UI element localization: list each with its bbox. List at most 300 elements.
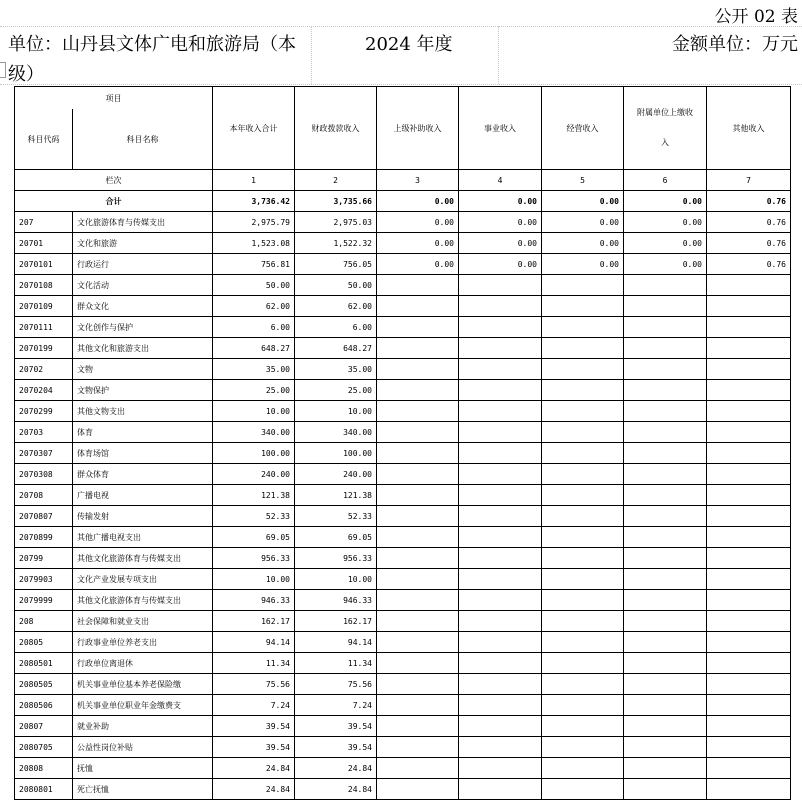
amount-cell bbox=[377, 443, 459, 464]
subject-name: 行政单位离退休 bbox=[73, 653, 213, 674]
subject-name: 行政运行 bbox=[73, 254, 213, 275]
report-year: 2024 年度 bbox=[365, 34, 453, 55]
amount-cell bbox=[707, 338, 791, 359]
subject-name: 机关事业单位基本养老保险缴 bbox=[73, 674, 213, 695]
total-cell: 0.00 bbox=[542, 191, 624, 212]
subject-name: 其他广播电视支出 bbox=[73, 527, 213, 548]
amount-cell: 0.00 bbox=[459, 212, 542, 233]
amount-cell bbox=[542, 611, 624, 632]
table-row bbox=[15, 443, 791, 464]
amount-cell bbox=[542, 485, 624, 506]
subject-name: 其他文化旅游体育与传媒支出 bbox=[73, 548, 213, 569]
subject-name: 就业补助 bbox=[73, 716, 213, 737]
amount-cell bbox=[624, 464, 707, 485]
amount-cell bbox=[459, 443, 542, 464]
amount-cell bbox=[459, 464, 542, 485]
subject-code: 2070108 bbox=[15, 275, 73, 296]
amount-cell: 39.54 bbox=[295, 737, 377, 758]
total-label: 合计 bbox=[15, 191, 213, 212]
amount-cell: 756.05 bbox=[295, 254, 377, 275]
subject-name: 文化活动 bbox=[73, 275, 213, 296]
col-header-operating: 经营收入 bbox=[542, 87, 624, 170]
amount-cell bbox=[459, 695, 542, 716]
amount-cell: 0.00 bbox=[624, 233, 707, 254]
amount-cell: 2,975.79 bbox=[213, 212, 295, 233]
table-row bbox=[15, 485, 791, 506]
subject-name: 行政事业单位养老支出 bbox=[73, 632, 213, 653]
subject-name: 抚恤 bbox=[73, 758, 213, 779]
amount-cell bbox=[377, 401, 459, 422]
amount-cell: 0.76 bbox=[707, 212, 791, 233]
order-label: 栏次 bbox=[15, 170, 213, 191]
amount-cell bbox=[624, 275, 707, 296]
table-row bbox=[15, 653, 791, 674]
amount-cell bbox=[624, 380, 707, 401]
subject-code: 20703 bbox=[15, 422, 73, 443]
col-header-fiscal: 财政拨款收入 bbox=[295, 87, 377, 170]
amount-cell bbox=[542, 590, 624, 611]
table-row bbox=[15, 695, 791, 716]
subject-code: 2080505 bbox=[15, 674, 73, 695]
amount-cell: 10.00 bbox=[295, 401, 377, 422]
amount-cell: 1,522.32 bbox=[295, 233, 377, 254]
amount-cell: 25.00 bbox=[295, 380, 377, 401]
amount-cell: 6.00 bbox=[295, 317, 377, 338]
amount-cell bbox=[542, 359, 624, 380]
table-row bbox=[15, 527, 791, 548]
amount-cell bbox=[377, 485, 459, 506]
amount-cell: 62.00 bbox=[213, 296, 295, 317]
amount-cell bbox=[542, 674, 624, 695]
amount-cell: 39.54 bbox=[213, 737, 295, 758]
amount-cell bbox=[377, 590, 459, 611]
amount-cell bbox=[542, 653, 624, 674]
subject-code: 2070101 bbox=[15, 254, 73, 275]
amount-cell bbox=[542, 716, 624, 737]
subject-name: 文物 bbox=[73, 359, 213, 380]
amount-cell bbox=[624, 506, 707, 527]
table-row bbox=[15, 380, 791, 401]
amount-cell: 121.38 bbox=[295, 485, 377, 506]
amount-cell bbox=[707, 422, 791, 443]
amount-cell: 340.00 bbox=[295, 422, 377, 443]
subject-name: 文物保护 bbox=[73, 380, 213, 401]
amount-cell bbox=[542, 464, 624, 485]
amount-cell bbox=[542, 695, 624, 716]
subject-name: 其他文化和旅游支出 bbox=[73, 338, 213, 359]
amount-cell bbox=[377, 527, 459, 548]
subject-name: 文化创作与保护 bbox=[73, 317, 213, 338]
amount-cell bbox=[377, 422, 459, 443]
amount-cell bbox=[624, 590, 707, 611]
subject-code: 20808 bbox=[15, 758, 73, 779]
subject-name: 群众文化 bbox=[73, 296, 213, 317]
amount-cell bbox=[707, 569, 791, 590]
subject-code: 208 bbox=[15, 611, 73, 632]
amount-cell bbox=[542, 527, 624, 548]
amount-cell: 648.27 bbox=[295, 338, 377, 359]
amount-cell bbox=[542, 338, 624, 359]
table-row bbox=[15, 632, 791, 653]
subject-code: 2070299 bbox=[15, 401, 73, 422]
col-header-code: 科目代码 bbox=[15, 109, 73, 170]
amount-cell: 7.24 bbox=[213, 695, 295, 716]
amount-cell bbox=[707, 695, 791, 716]
amount-cell bbox=[624, 338, 707, 359]
amount-cell bbox=[707, 548, 791, 569]
amount-cell: 94.14 bbox=[295, 632, 377, 653]
order-cell: 2 bbox=[295, 170, 377, 191]
income-table bbox=[14, 86, 791, 800]
amount-cell bbox=[624, 758, 707, 779]
amount-cell: 62.00 bbox=[295, 296, 377, 317]
amount-cell bbox=[707, 275, 791, 296]
amount-cell: 11.34 bbox=[213, 653, 295, 674]
subject-code: 20799 bbox=[15, 548, 73, 569]
amount-cell: 946.33 bbox=[295, 590, 377, 611]
amount-cell bbox=[707, 485, 791, 506]
amount-cell: 0.00 bbox=[624, 254, 707, 275]
order-cell: 7 bbox=[707, 170, 791, 191]
amount-cell: 69.05 bbox=[213, 527, 295, 548]
amount-cell: 24.84 bbox=[295, 758, 377, 779]
subject-code: 2070109 bbox=[15, 296, 73, 317]
amount-cell bbox=[624, 779, 707, 800]
amount-cell bbox=[459, 380, 542, 401]
subject-name: 死亡抚恤 bbox=[73, 779, 213, 800]
amount-cell bbox=[624, 359, 707, 380]
subject-name: 其他文物支出 bbox=[73, 401, 213, 422]
col-header-business: 事业收入 bbox=[459, 87, 542, 170]
table-row bbox=[15, 569, 791, 590]
amount-cell bbox=[542, 380, 624, 401]
amount-cell bbox=[459, 758, 542, 779]
amount-cell bbox=[707, 758, 791, 779]
total-cell: 3,735.66 bbox=[295, 191, 377, 212]
amount-cell bbox=[459, 590, 542, 611]
amount-cell: 52.33 bbox=[213, 506, 295, 527]
amount-cell bbox=[707, 380, 791, 401]
subject-code: 2070111 bbox=[15, 317, 73, 338]
amount-cell bbox=[377, 296, 459, 317]
subject-code: 2079999 bbox=[15, 590, 73, 611]
subject-code: 2070307 bbox=[15, 443, 73, 464]
cell-marker bbox=[0, 62, 6, 78]
amount-cell bbox=[707, 674, 791, 695]
amount-cell: 100.00 bbox=[295, 443, 377, 464]
amount-cell bbox=[459, 317, 542, 338]
table-row bbox=[15, 317, 791, 338]
col-header-name: 科目名称 bbox=[73, 109, 213, 170]
amount-cell bbox=[377, 548, 459, 569]
amount-cell bbox=[624, 716, 707, 737]
amount-cell: 25.00 bbox=[213, 380, 295, 401]
amount-cell: 240.00 bbox=[213, 464, 295, 485]
subject-code: 20805 bbox=[15, 632, 73, 653]
sheet-gridline bbox=[498, 26, 499, 84]
amount-cell bbox=[542, 779, 624, 800]
amount-cell bbox=[707, 779, 791, 800]
amount-cell bbox=[459, 527, 542, 548]
amount-cell bbox=[542, 401, 624, 422]
amount-cell: 240.00 bbox=[295, 464, 377, 485]
amount-cell bbox=[459, 296, 542, 317]
amount-cell: 0.00 bbox=[542, 212, 624, 233]
amount-cell bbox=[707, 716, 791, 737]
amount-cell bbox=[377, 569, 459, 590]
amount-cell bbox=[459, 485, 542, 506]
subject-code: 20807 bbox=[15, 716, 73, 737]
subject-name: 群众体育 bbox=[73, 464, 213, 485]
amount-cell: 648.27 bbox=[213, 338, 295, 359]
amount-cell bbox=[707, 527, 791, 548]
amount-cell: 7.24 bbox=[295, 695, 377, 716]
amount-cell bbox=[542, 737, 624, 758]
amount-cell: 24.84 bbox=[213, 779, 295, 800]
subject-name: 文化旅游体育与传媒支出 bbox=[73, 212, 213, 233]
amount-cell: 39.54 bbox=[213, 716, 295, 737]
subject-name: 文化和旅游 bbox=[73, 233, 213, 254]
amount-cell bbox=[459, 569, 542, 590]
amount-cell: 1,523.08 bbox=[213, 233, 295, 254]
amount-cell bbox=[624, 737, 707, 758]
subject-name: 体育 bbox=[73, 422, 213, 443]
report-header bbox=[0, 0, 802, 86]
table-row bbox=[15, 296, 791, 317]
amount-cell bbox=[377, 758, 459, 779]
sheet-gridline bbox=[0, 84, 802, 85]
amount-cell: 0.00 bbox=[542, 233, 624, 254]
subject-name: 体育场馆 bbox=[73, 443, 213, 464]
amount-cell bbox=[459, 779, 542, 800]
subject-code: 20708 bbox=[15, 485, 73, 506]
subject-code: 2070199 bbox=[15, 338, 73, 359]
amount-cell bbox=[624, 422, 707, 443]
col-header-item: 项目 bbox=[15, 87, 213, 110]
form-number: 公开 02 表 bbox=[714, 7, 798, 27]
amount-cell: 24.84 bbox=[295, 779, 377, 800]
amount-cell bbox=[377, 464, 459, 485]
amount-cell: 0.00 bbox=[459, 233, 542, 254]
amount-cell bbox=[707, 737, 791, 758]
amount-cell bbox=[624, 317, 707, 338]
amount-cell: 756.81 bbox=[213, 254, 295, 275]
amount-cell: 100.00 bbox=[213, 443, 295, 464]
subject-code: 207 bbox=[15, 212, 73, 233]
amount-cell bbox=[624, 296, 707, 317]
table-row bbox=[15, 716, 791, 737]
subject-code: 2080506 bbox=[15, 695, 73, 716]
amount-cell bbox=[377, 632, 459, 653]
amount-cell bbox=[377, 359, 459, 380]
sheet-gridline bbox=[311, 26, 312, 84]
table-row bbox=[15, 275, 791, 296]
amount-cell: 11.34 bbox=[295, 653, 377, 674]
amount-cell: 946.33 bbox=[213, 590, 295, 611]
amount-cell: 162.17 bbox=[213, 611, 295, 632]
amount-cell bbox=[707, 401, 791, 422]
amount-cell bbox=[707, 317, 791, 338]
amount-cell bbox=[624, 527, 707, 548]
amount-cell bbox=[707, 590, 791, 611]
amount-cell bbox=[624, 443, 707, 464]
amount-cell: 69.05 bbox=[295, 527, 377, 548]
amount-cell: 94.14 bbox=[213, 632, 295, 653]
table-row bbox=[15, 779, 791, 800]
order-cell: 4 bbox=[459, 170, 542, 191]
subject-name: 传输发射 bbox=[73, 506, 213, 527]
amount-cell: 75.56 bbox=[295, 674, 377, 695]
amount-cell bbox=[377, 674, 459, 695]
amount-cell bbox=[624, 548, 707, 569]
col-header-superior: 上级补助收入 bbox=[377, 87, 459, 170]
amount-cell bbox=[377, 695, 459, 716]
amount-cell bbox=[542, 758, 624, 779]
amount-cell bbox=[459, 401, 542, 422]
amount-cell: 6.00 bbox=[213, 317, 295, 338]
amount-cell bbox=[377, 737, 459, 758]
subject-name: 机关事业单位职业年金缴费支 bbox=[73, 695, 213, 716]
table-row bbox=[15, 401, 791, 422]
table-row bbox=[15, 548, 791, 569]
amount-cell bbox=[459, 674, 542, 695]
subject-code: 2079903 bbox=[15, 569, 73, 590]
amount-cell bbox=[459, 548, 542, 569]
amount-cell: 0.76 bbox=[707, 254, 791, 275]
total-cell: 0.00 bbox=[377, 191, 459, 212]
amount-cell bbox=[377, 611, 459, 632]
amount-cell bbox=[542, 317, 624, 338]
subject-name: 公益性岗位补贴 bbox=[73, 737, 213, 758]
amount-cell bbox=[459, 338, 542, 359]
order-cell: 6 bbox=[624, 170, 707, 191]
table-row bbox=[15, 464, 791, 485]
amount-cell bbox=[377, 506, 459, 527]
reporting-unit-continued: 级） bbox=[8, 64, 44, 85]
subject-name: 文化产业发展专项支出 bbox=[73, 569, 213, 590]
amount-cell: 0.00 bbox=[377, 254, 459, 275]
order-cell: 1 bbox=[213, 170, 295, 191]
amount-cell bbox=[459, 716, 542, 737]
amount-cell bbox=[542, 275, 624, 296]
subject-code: 2070204 bbox=[15, 380, 73, 401]
subject-code: 2080801 bbox=[15, 779, 73, 800]
amount-cell: 340.00 bbox=[213, 422, 295, 443]
order-row bbox=[15, 170, 791, 191]
amount-cell bbox=[459, 275, 542, 296]
amount-cell bbox=[707, 506, 791, 527]
amount-cell bbox=[707, 443, 791, 464]
amount-cell: 0.00 bbox=[624, 212, 707, 233]
amount-cell bbox=[377, 317, 459, 338]
amount-cell bbox=[459, 422, 542, 443]
order-cell: 3 bbox=[377, 170, 459, 191]
col-header-total: 本年收入合计 bbox=[213, 87, 295, 170]
amount-cell bbox=[624, 569, 707, 590]
amount-cell: 0.00 bbox=[377, 233, 459, 254]
amount-cell bbox=[542, 296, 624, 317]
amount-cell bbox=[624, 611, 707, 632]
amount-cell bbox=[624, 674, 707, 695]
subject-name: 广播电视 bbox=[73, 485, 213, 506]
subject-code: 2080705 bbox=[15, 737, 73, 758]
table-row bbox=[15, 338, 791, 359]
order-cell: 5 bbox=[542, 170, 624, 191]
amount-cell: 35.00 bbox=[295, 359, 377, 380]
amount-cell: 39.54 bbox=[295, 716, 377, 737]
table-row bbox=[15, 758, 791, 779]
amount-cell: 0.00 bbox=[459, 254, 542, 275]
amount-cell bbox=[542, 632, 624, 653]
total-cell: 3,736.42 bbox=[213, 191, 295, 212]
amount-cell bbox=[624, 653, 707, 674]
amount-cell: 121.38 bbox=[213, 485, 295, 506]
total-cell: 0.00 bbox=[624, 191, 707, 212]
amount-cell: 24.84 bbox=[213, 758, 295, 779]
amount-cell: 956.33 bbox=[213, 548, 295, 569]
reporting-unit: 单位：山丹县文体广电和旅游局（本 bbox=[8, 34, 296, 55]
subject-code: 2070308 bbox=[15, 464, 73, 485]
table-row bbox=[15, 737, 791, 758]
table-row bbox=[15, 254, 791, 275]
amount-cell: 0.00 bbox=[377, 212, 459, 233]
amount-cell bbox=[707, 653, 791, 674]
amount-cell bbox=[707, 296, 791, 317]
amount-cell: 35.00 bbox=[213, 359, 295, 380]
amount-cell bbox=[542, 569, 624, 590]
amount-cell bbox=[377, 716, 459, 737]
table-row bbox=[15, 233, 791, 254]
amount-cell bbox=[624, 401, 707, 422]
subject-code: 2070807 bbox=[15, 506, 73, 527]
amount-cell: 956.33 bbox=[295, 548, 377, 569]
col-header-other: 其他收入 bbox=[707, 87, 791, 170]
amount-cell bbox=[377, 779, 459, 800]
amount-cell bbox=[377, 338, 459, 359]
amount-cell bbox=[542, 422, 624, 443]
amount-cell bbox=[707, 464, 791, 485]
table-row bbox=[15, 674, 791, 695]
amount-cell bbox=[459, 359, 542, 380]
amount-cell bbox=[459, 611, 542, 632]
amount-cell: 10.00 bbox=[213, 401, 295, 422]
amount-cell bbox=[459, 506, 542, 527]
amount-unit: 金额单位：万元 bbox=[672, 34, 798, 55]
table-row bbox=[15, 422, 791, 443]
subject-code: 20702 bbox=[15, 359, 73, 380]
amount-cell: 162.17 bbox=[295, 611, 377, 632]
table-row bbox=[15, 611, 791, 632]
amount-cell bbox=[377, 275, 459, 296]
amount-cell: 0.76 bbox=[707, 233, 791, 254]
amount-cell bbox=[542, 506, 624, 527]
amount-cell bbox=[377, 653, 459, 674]
sheet-gridline bbox=[0, 26, 802, 27]
amount-cell: 50.00 bbox=[213, 275, 295, 296]
amount-cell bbox=[707, 611, 791, 632]
subject-name: 其他文化旅游体育与传媒支出 bbox=[73, 590, 213, 611]
amount-cell: 52.33 bbox=[295, 506, 377, 527]
subject-name: 社会保障和就业支出 bbox=[73, 611, 213, 632]
amount-cell bbox=[707, 359, 791, 380]
header-row bbox=[15, 87, 791, 110]
amount-cell: 2,975.03 bbox=[295, 212, 377, 233]
total-cell: 0.00 bbox=[459, 191, 542, 212]
amount-cell: 10.00 bbox=[295, 569, 377, 590]
table-row bbox=[15, 359, 791, 380]
amount-cell bbox=[707, 632, 791, 653]
amount-cell bbox=[624, 485, 707, 506]
